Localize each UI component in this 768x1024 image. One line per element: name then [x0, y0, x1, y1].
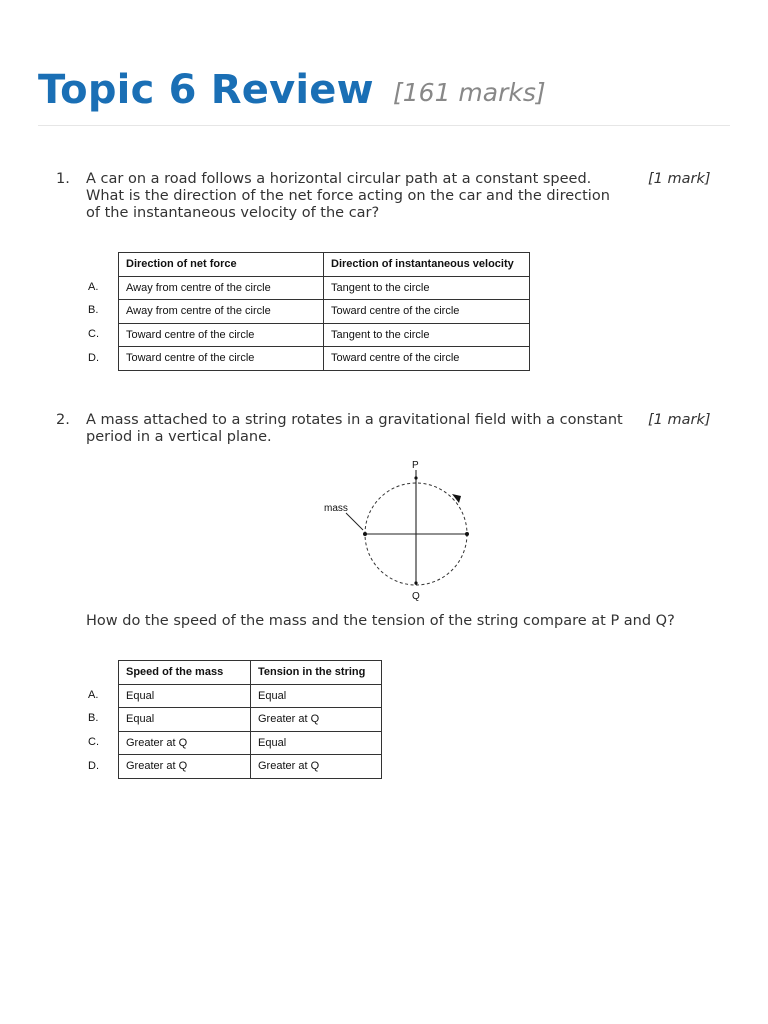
table-header-row — [119, 253, 530, 277]
table-cell: Equal — [251, 731, 382, 755]
question-number: 1. — [56, 171, 70, 187]
option-letter: D. — [88, 760, 99, 772]
total-marks: [161 marks] — [393, 78, 546, 107]
table-row — [119, 300, 530, 324]
question-text: A car on a road follows a horizontal circular path at a constant speed. What is the direction of the net force acting on the car and the direction of the instantaneous velocity of the car? — [86, 171, 610, 221]
option-letter: C. — [88, 328, 99, 340]
table-row — [119, 347, 530, 371]
table-cell: Greater at Q — [251, 755, 382, 779]
options-table — [118, 660, 382, 779]
table-row — [119, 731, 382, 755]
option-letter: B. — [88, 304, 99, 316]
question-1 — [0, 171, 768, 231]
option-letter: A. — [88, 281, 99, 293]
page-header — [38, 64, 730, 126]
table-cell: Equal — [119, 708, 251, 732]
option-letter: D. — [88, 352, 99, 364]
mass-dot — [363, 532, 367, 536]
point-q-dot — [414, 581, 417, 584]
table-row — [119, 708, 382, 732]
table-cell: Equal — [251, 684, 382, 708]
option-letter: C. — [88, 736, 99, 748]
table-header: Direction of instantaneous velocity — [324, 253, 530, 277]
table-cell: Greater at Q — [251, 708, 382, 732]
table-header: Speed of the mass — [119, 661, 251, 685]
table-cell: Toward centre of the circle — [324, 300, 530, 324]
options-table — [118, 252, 530, 371]
question-text: A mass attached to a string rotates in a gravitational field with a constant period in a vertical plane. — [86, 412, 623, 445]
direction-arrow-icon — [452, 494, 461, 503]
table-cell: Toward centre of the circle — [119, 323, 324, 347]
page-title: Topic 6 Review — [38, 67, 374, 113]
table-cell: Tangent to the circle — [324, 276, 530, 300]
question-2 — [0, 412, 768, 452]
table-cell: Toward centre of the circle — [324, 347, 530, 371]
table-cell: Away from centre of the circle — [119, 276, 324, 300]
option-letter: B. — [88, 712, 99, 724]
mass-pointer — [346, 513, 363, 530]
question-marks: [1 mark] — [648, 412, 711, 428]
circular-motion-diagram — [316, 456, 480, 604]
label-p: P — [412, 460, 419, 471]
table-header: Direction of net force — [119, 253, 324, 277]
option-letter: A. — [88, 689, 99, 701]
question-followup: How do the speed of the mass and the tension of the string compare at P and Q? — [86, 613, 675, 629]
table-row — [119, 323, 530, 347]
label-q: Q — [412, 591, 420, 602]
table-header-row — [119, 661, 382, 685]
table-cell: Greater at Q — [119, 731, 251, 755]
question-marks: [1 mark] — [648, 171, 711, 187]
right-dot — [465, 532, 469, 536]
table-row — [119, 684, 382, 708]
point-p-dot — [414, 476, 417, 479]
label-mass: mass — [324, 503, 348, 514]
table-cell: Greater at Q — [119, 755, 251, 779]
table-row — [119, 755, 382, 779]
table-cell: Toward centre of the circle — [119, 347, 324, 371]
table-header: Tension in the string — [251, 661, 382, 685]
table-cell: Equal — [119, 684, 251, 708]
question-number: 2. — [56, 412, 70, 428]
table-cell: Tangent to the circle — [324, 323, 530, 347]
table-cell: Away from centre of the circle — [119, 300, 324, 324]
table-row — [119, 276, 530, 300]
